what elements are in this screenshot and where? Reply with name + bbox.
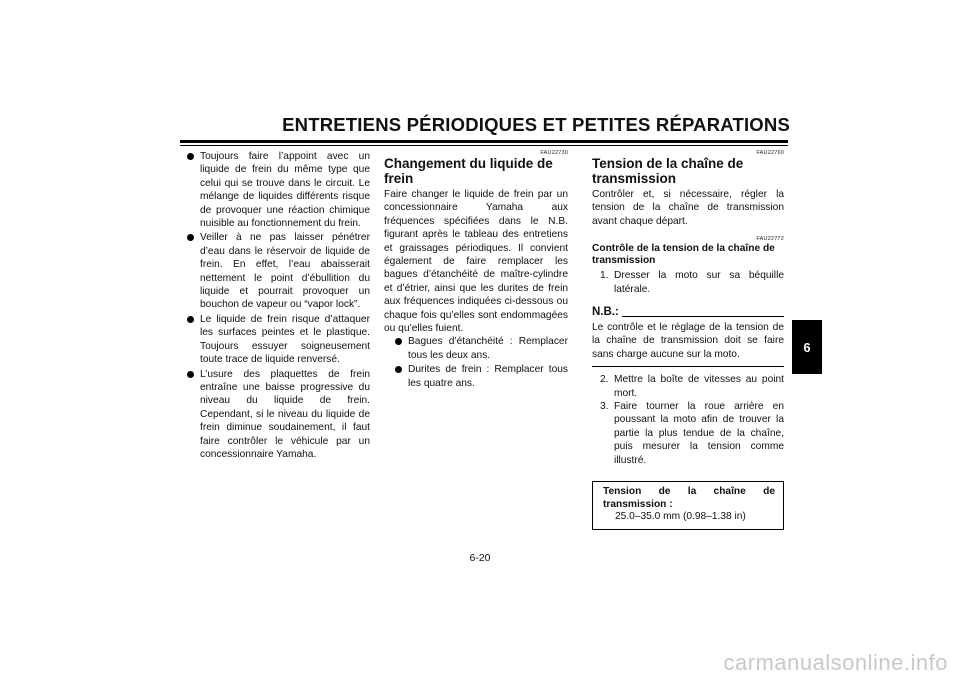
- note-body: Le contrôle et le réglage de la tension de la chaîne de transmission doit se faire sans charge aucune sur la moto.: [592, 321, 784, 367]
- bullet-item: Bagues d’étanchéité : Remplacer tous les deux ans.: [394, 335, 568, 362]
- column-1: [186, 150, 370, 462]
- watermark: carmanualsonline.info: [723, 650, 948, 675]
- brake-fluid-paragraph: Faire changer le liquide de frein par un concessionnaire Yamaha aux fréquences spécifiées dans le N.B. figurant après le tableau des entretiens et graissages périodiques. Il convient également de faire remplacer les bagues d’étanchéité de maître-cylindre et d’étrier, ainsi que les durites de frein aux fréquences indiquées ci-dessous ou chaque fois qu’elles sont endommagées ou qu’elles fuient.: [384, 189, 568, 335]
- section-heading-chain-tension: Tension de la chaîne de transmission: [592, 156, 744, 186]
- bullet-dot-icon: [187, 153, 194, 160]
- bullet-item: Toujours faire l’appoint avec un liquide de frein du même type que celui qui se trouve dans le circuit. Le mélange de liquides différents risque de provoquer une réaction chimique nuisible au fonctionnement du frein.: [186, 150, 370, 230]
- header-rule-thin: [180, 145, 788, 146]
- section-code: FAU22772: [756, 236, 784, 243]
- replacement-bullet-list: [394, 335, 568, 390]
- bullet-item: Durites de frein : Remplacer tous les quatre ans.: [394, 363, 568, 390]
- column-2: [384, 150, 568, 391]
- step-item: 2. Mettre la boîte de vitesses au point mort.: [600, 374, 784, 399]
- bullet-dot-icon: [187, 316, 194, 323]
- spec-value: 25.0–35.0 mm (0.98–1.38 in): [615, 511, 746, 523]
- chain-tension-spec-box: [592, 481, 784, 530]
- section-code: FAU22730: [540, 150, 568, 156]
- bullet-dot-icon: [395, 338, 402, 345]
- section-code: FAU22760: [756, 150, 784, 156]
- bullet-item: Le liquide de frein risque d’attaquer les surfaces peintes et le plastique. Toujours essuyer soigneusement toute trace de liquide renversé.: [186, 313, 370, 367]
- bullet-dot-icon: [187, 234, 194, 241]
- note-label: N.B.:: [592, 306, 619, 319]
- subsection-heading-chain-check: Contrôle de la tension de la chaîne de transmission: [592, 243, 775, 267]
- page-title: ENTRETIENS PÉRIODIQUES ET PETITES RÉPARATIONS: [282, 114, 790, 135]
- steps-list-1: [592, 269, 784, 296]
- page-number: 6-20: [469, 552, 491, 564]
- note-rule: [622, 316, 784, 317]
- bullet-item: L’usure des plaquettes de frein entraîne une baisse progressive du niveau du liquide de frein. Cependant, si le niveau du liquide de frein diminue soudainement, il faut faire contrôler le véhicule par un concessionnaire Yamaha.: [186, 368, 370, 462]
- step-item: 1. Dresser la moto sur sa béquille latérale.: [600, 270, 784, 295]
- warning-bullet-list: [186, 150, 370, 461]
- bullet-dot-icon: [187, 371, 194, 378]
- header-rule-thick: [180, 140, 788, 143]
- chain-intro-paragraph: Contrôler et, si nécessaire, régler la tension de la chaîne de transmission avant chaque départ.: [592, 189, 784, 227]
- column-3: [592, 150, 784, 530]
- step-item: 3. Faire tourner la roue arrière en poussant la moto afin de trouver la partie la plus tendue de la chaîne, puis mesurer la tension comme illustré.: [600, 401, 784, 466]
- bullet-item: Veiller à ne pas laisser pénétrer d’eau dans le réservoir de liquide de frein. En effet, l’eau abaisserait nettement le point d’ébullition du liquide et pourrait provoquer un bouchon de vapeur ou “vapor lock”.: [186, 231, 370, 311]
- spec-label: Tension de la chaîne de transmission :: [603, 486, 775, 510]
- chapter-tab: 6: [792, 320, 822, 374]
- steps-list-2: [592, 373, 784, 467]
- note-header: [592, 306, 784, 319]
- bullet-dot-icon: [395, 366, 402, 373]
- section-heading-brake-fluid: Changement du liquide de frein: [384, 156, 553, 186]
